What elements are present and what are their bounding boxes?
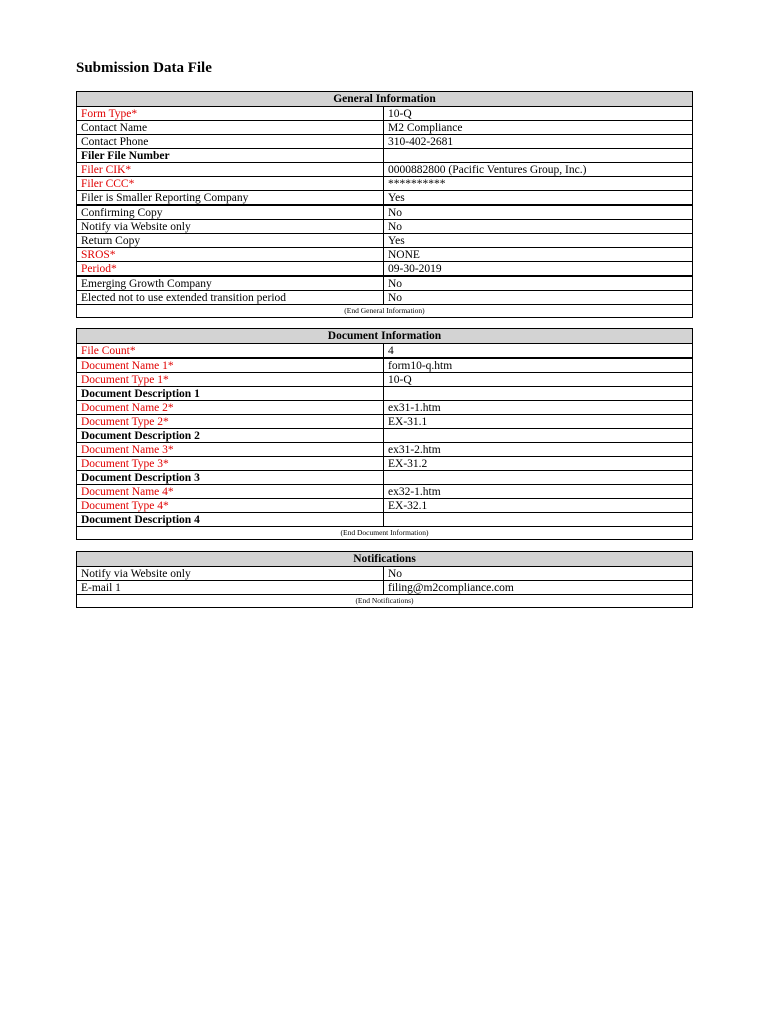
row-value: No [384,567,692,581]
table-row [77,471,692,485]
table-row [77,191,692,205]
row-label: Notify via Website only [77,567,384,581]
row-label: Period* [77,262,384,276]
table-row [77,121,692,135]
row-label: Document Type 4* [77,499,384,513]
row-value: M2 Compliance [384,121,692,135]
table-row [77,177,692,191]
row-value [384,471,692,485]
row-value [384,149,692,163]
table-row [77,205,692,220]
section-heading: Document Information [77,329,692,344]
row-value [384,429,692,443]
table-row [77,401,692,415]
table-row [77,135,692,149]
row-label: Contact Phone [77,135,384,149]
row-label: Document Description 1 [77,387,384,401]
row-value: 09-30-2019 [384,262,692,276]
row-label: E-mail 1 [77,581,384,595]
section-heading: Notifications [77,552,692,567]
row-label: Document Name 2* [77,401,384,415]
row-value [384,387,692,401]
row-label: Contact Name [77,121,384,135]
section-footer: (End Document Information) [340,528,429,537]
table-row [77,567,692,581]
row-value: ex32-1.htm [384,485,692,499]
document-information-table [76,328,693,540]
row-label: Document Name 1* [77,359,384,373]
table-row [77,149,692,163]
row-label: SROS* [77,248,384,262]
table-row [77,415,692,429]
row-label: Document Name 4* [77,485,384,499]
row-value: 4 [384,344,692,358]
row-value: ex31-2.htm [384,443,692,457]
section-footer: (End General Information) [344,306,425,315]
row-value: form10-q.htm [384,359,692,373]
row-label: Filer File Number [77,149,384,163]
row-label: Document Type 1* [77,373,384,387]
row-label: Document Description 3 [77,471,384,485]
table-row [77,248,692,262]
row-label: Filer is Smaller Reporting Company [77,191,384,205]
row-value: 10-Q [384,107,692,121]
row-value: EX-31.2 [384,457,692,471]
table-row [77,499,692,513]
row-value: 0000882800 (Pacific Ventures Group, Inc.) [384,163,692,177]
row-label: Document Type 3* [77,457,384,471]
table-row [77,107,692,121]
row-value: No [384,220,692,234]
table-row [77,163,692,177]
table-row [77,234,692,248]
table-row [77,220,692,234]
row-value: EX-32.1 [384,499,692,513]
table-row [77,513,692,527]
row-value: ********** [384,177,692,191]
table-row [77,581,692,595]
row-value: ex31-1.htm [384,401,692,415]
row-label: Filer CCC* [77,177,384,191]
notifications-table [76,551,693,608]
row-value: 10-Q [384,373,692,387]
table-row [77,358,692,373]
row-label: Elected not to use extended transition period [77,291,384,305]
row-label: Document Description 2 [77,429,384,443]
row-value: NONE [384,248,692,262]
table-row [77,344,692,358]
row-value: EX-31.1 [384,415,692,429]
table-row [77,373,692,387]
table-row [77,276,692,291]
section-footer: (End Notifications) [355,596,414,605]
row-value[interactable]: filing@m2compliance.com [384,581,692,595]
row-value: No [384,277,692,291]
row-label: Document Name 3* [77,443,384,457]
row-label: Filer CIK* [77,163,384,177]
page-title: Submission Data File [76,60,212,76]
table-row [77,457,692,471]
table-row [77,387,692,401]
section-heading: General Information [77,92,692,107]
table-row [77,291,692,305]
row-value: Yes [384,234,692,248]
row-label: Document Type 2* [77,415,384,429]
table-row [77,262,692,276]
row-value: No [384,206,692,220]
row-label: Return Copy [77,234,384,248]
row-label: Form Type* [77,107,384,121]
row-value: Yes [384,191,692,205]
table-row [77,429,692,443]
general-information-table [76,91,693,318]
row-label: Notify via Website only [77,220,384,234]
row-label: Confirming Copy [77,206,384,220]
row-label: Emerging Growth Company [77,277,384,291]
row-value [384,513,692,527]
row-label: Document Description 4 [77,513,384,527]
row-value: 310-402-2681 [384,135,692,149]
table-row [77,443,692,457]
row-value: No [384,291,692,305]
row-label: File Count* [77,344,384,358]
table-row [77,485,692,499]
